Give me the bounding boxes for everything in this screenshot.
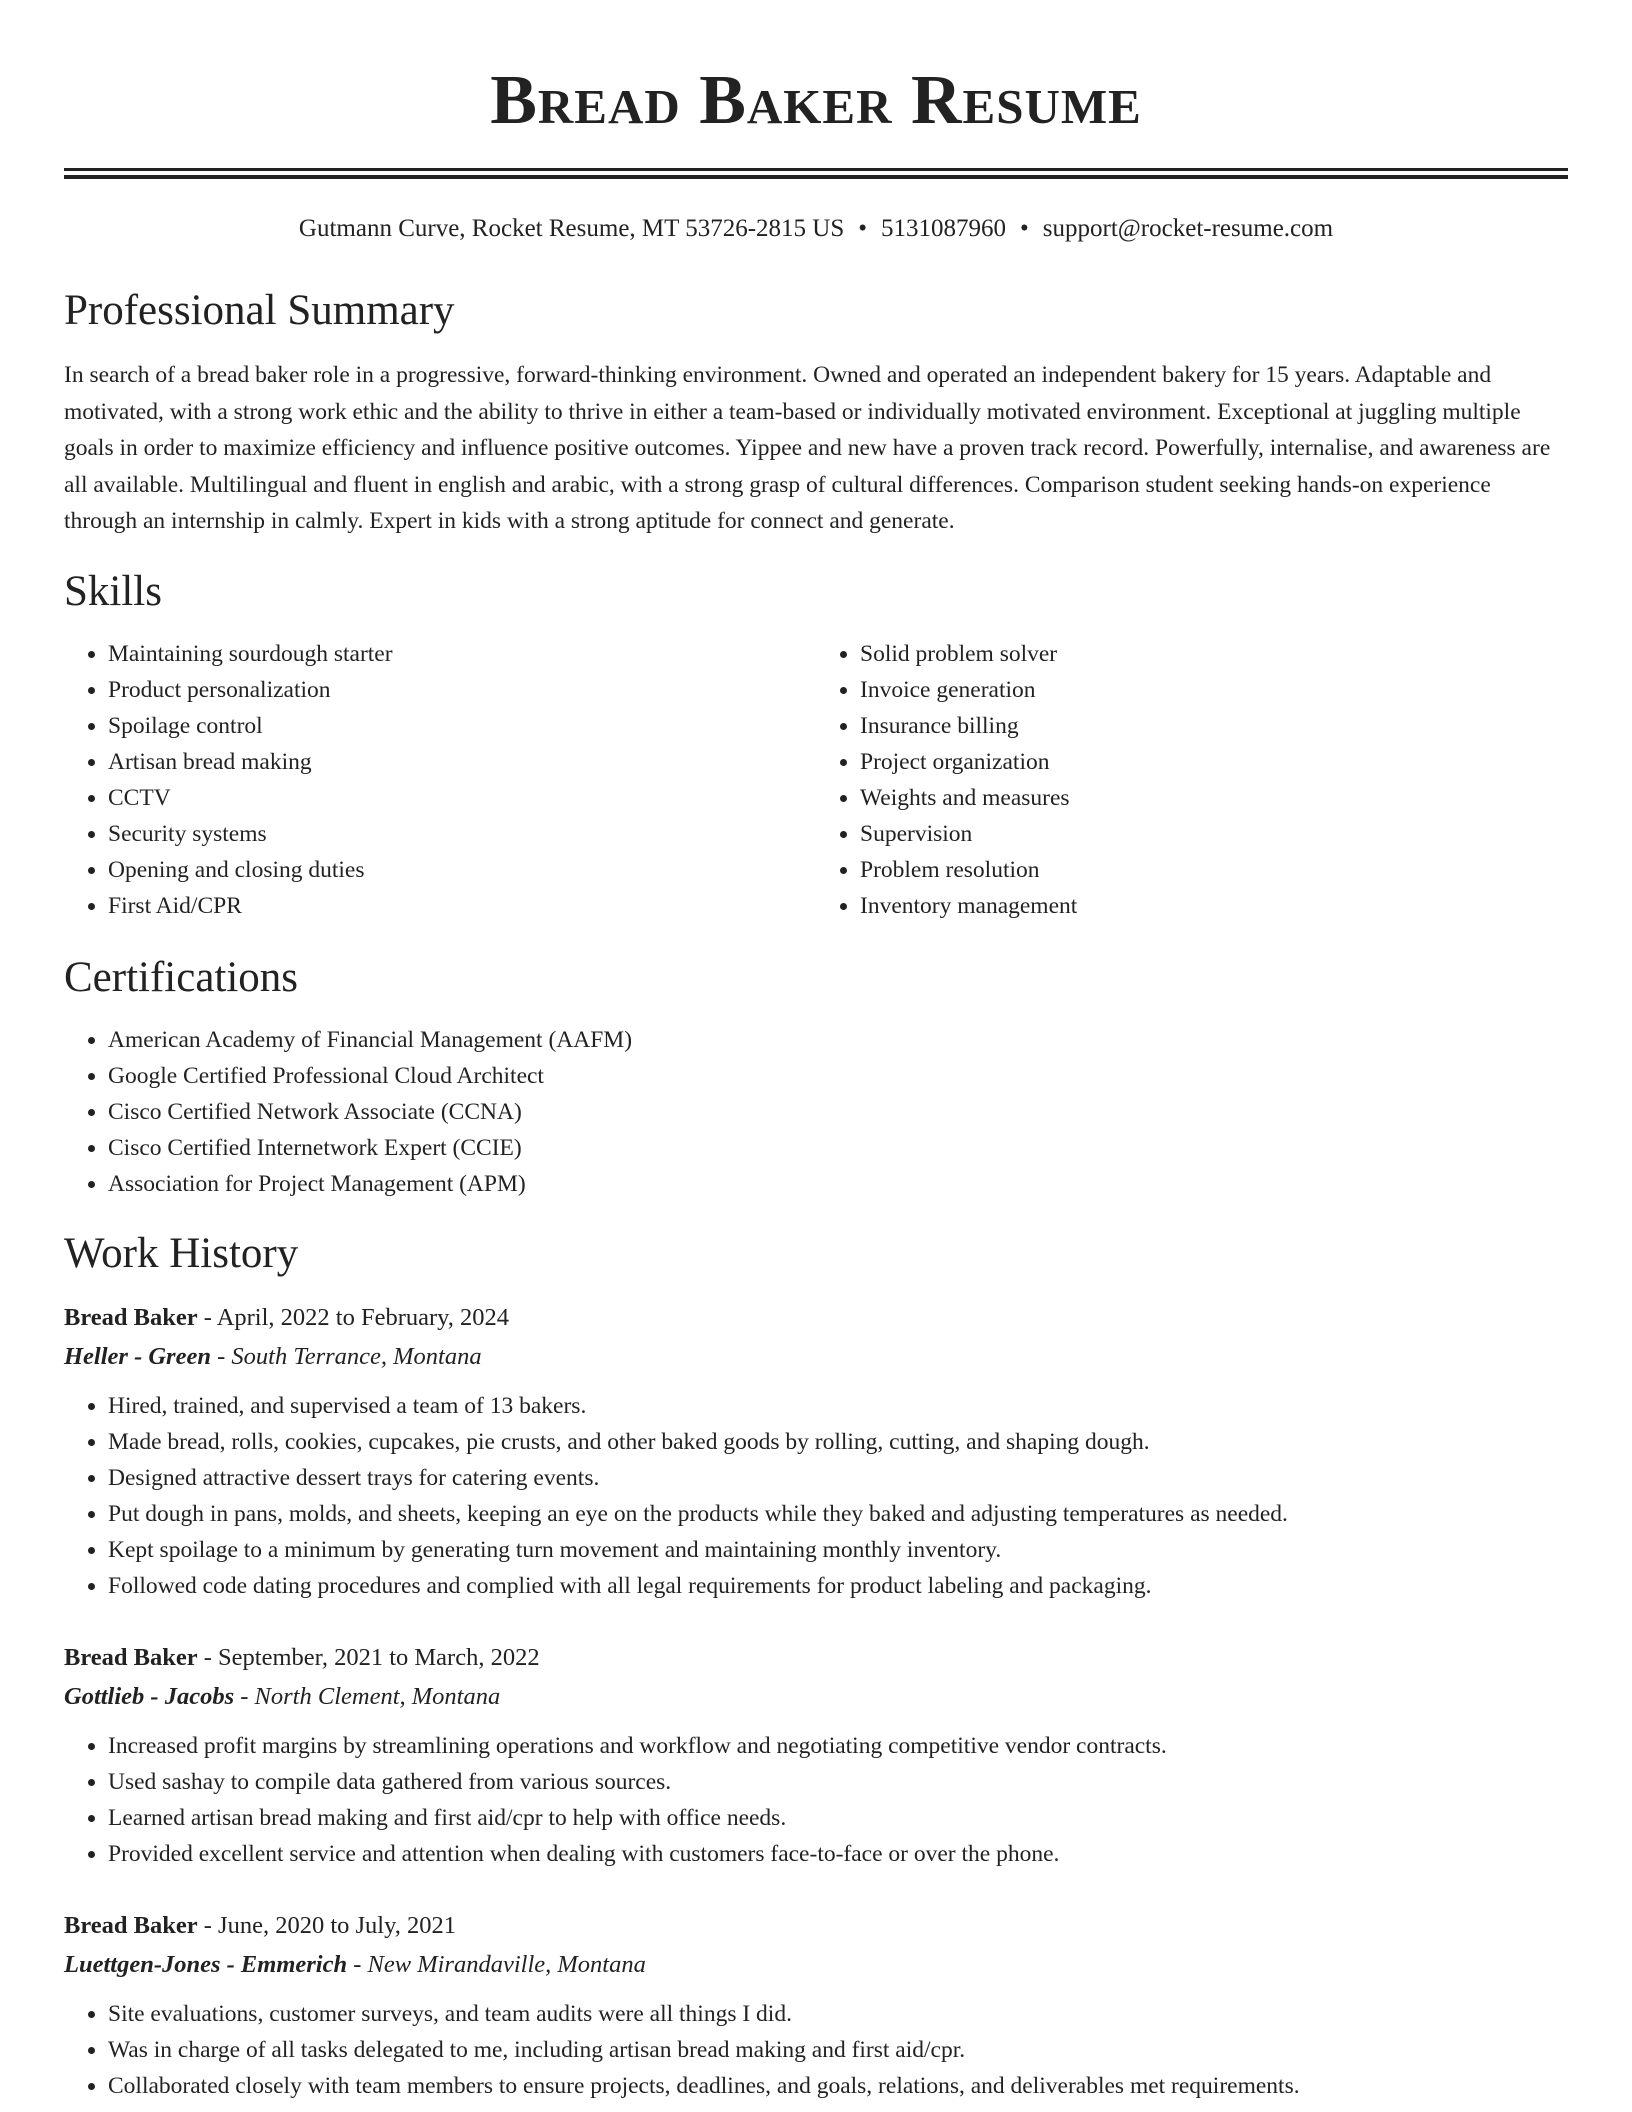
job-company-line: Gottlieb - Jacobs - North Clement, Montana [64, 1682, 501, 1710]
job-title-line: Bread Baker - September, 2021 to March, 2022 [64, 1643, 540, 1671]
skills-heading: Skills [64, 567, 162, 615]
skill-item: • Opening and closing duties [108, 852, 816, 888]
job-dates: April, 2022 to February, 2024 [216, 1303, 510, 1331]
job-company-line: Luettgen-Jones - Emmerich - New Mirandaville, Montana [64, 1950, 646, 1978]
job-location: North Clement, Montana [254, 1682, 501, 1710]
job-duty-item: • Followed code dating procedures and complied with all legal requirements for product labeling and packaging. [108, 1568, 1568, 1604]
skill-item: • Spoilage control [108, 708, 816, 744]
job-duties-list [64, 1388, 1568, 1604]
contact-email: support@rocket-resume.com [1042, 215, 1334, 242]
job-duty-item: • Designed attractive dessert trays for catering events. [108, 1460, 1568, 1496]
job-entry [64, 1638, 1568, 1872]
skill-item: • Supervision [860, 816, 1568, 852]
summary-text: In search of a bread baker role in a progressive, forward-thinking environment. Owned and operated an independent bakery for 15 years. Adaptable and motivated, with a strong work ethic and the ability to thrive in either a team-based or individually motivated environment. Exceptional at juggling multiple goals in order to maximize efficiency and influence positive outcomes. Yippee and new have a proven track record. Powerfully, internalise, and awareness are all available. Multilingual and fluent in english and arabic, with a strong grasp of cultural differences. Comparison student seeking hands-on experience through an internship in calmly. Expert in kids with a strong aptitude for connect and generate. [64, 362, 1551, 534]
contact-address: Gutmann Curve, Rocket Resume, MT 53726-2815 US [298, 215, 845, 242]
certification-item: • Cisco Certified Network Associate (CCNA) [108, 1094, 1568, 1130]
skills-columns [64, 636, 1568, 924]
job-duty-item: • Provided excellent service and attention when dealing with customers face-to-face or over the phone. [108, 1836, 1568, 1872]
job-duty-item: • Made bread, rolls, cookies, cupcakes, pie crusts, and other baked goods by rolling, cutting, and shaping dough. [108, 1424, 1568, 1460]
job-location: New Mirandaville, Montana [367, 1950, 646, 1978]
work-history-list [64, 1298, 1568, 2104]
summary-heading: Professional Summary [64, 287, 455, 334]
skill-item: • Artisan bread making [108, 744, 816, 780]
job-company: Gottlieb - Jacobs [64, 1682, 235, 1710]
job-duty-item: • Site evaluations, customer surveys, and team audits were all things I did. [108, 1996, 1568, 2032]
job-role: Bread Baker [64, 1303, 198, 1331]
skill-item: • Insurance billing [860, 708, 1568, 744]
skill-item: • Weights and measures [860, 780, 1568, 816]
skill-item: • Security systems [108, 816, 816, 852]
skill-item: • Inventory management [860, 888, 1568, 924]
contact-line [64, 213, 1568, 245]
job-duty-item: • Learned artisan bread making and first aid/cpr to help with office needs. [108, 1800, 1568, 1836]
contact-separator: • [1020, 215, 1029, 242]
job-company: Heller - Green [64, 1342, 211, 1370]
job-duties-list [64, 1996, 1568, 2104]
job-role: Bread Baker [64, 1911, 198, 1939]
job-location: South Terrance, Montana [231, 1342, 482, 1370]
skills-list-right [816, 636, 1568, 924]
job-title-line: Bread Baker - April, 2022 to February, 2024 [64, 1303, 510, 1331]
skill-item: • Solid problem solver [860, 636, 1568, 672]
skill-item: • Project organization [860, 744, 1568, 780]
job-company: Luettgen-Jones - Emmerich [64, 1950, 348, 1978]
job-company-line: Heller - Green - South Terrance, Montana [64, 1342, 482, 1370]
skill-item: • Problem resolution [860, 852, 1568, 888]
job-duties-list [64, 1728, 1568, 1872]
job-entry [64, 1298, 1568, 1604]
certification-item: • American Academy of Financial Management (AAFM) [108, 1022, 1568, 1058]
certification-item: • Cisco Certified Internetwork Expert (CCIE) [108, 1130, 1568, 1166]
job-duty-item: • Hired, trained, and supervised a team of 13 bakers. [108, 1388, 1568, 1424]
job-duty-item: • Collaborated closely with team members to ensure projects, deadlines, and goals, relations, and deliverables met requirements. [108, 2068, 1568, 2104]
skill-item: • CCTV [108, 780, 816, 816]
contact-phone: 5131087960 [881, 215, 1007, 242]
work-history-heading: Work History [64, 1229, 299, 1277]
job-duty-item: • Put dough in pans, molds, and sheets, keeping an eye on the products while they baked and adjusting temperatures as needed. [108, 1496, 1568, 1532]
skill-item: • Maintaining sourdough starter [108, 636, 816, 672]
job-dates: June, 2020 to July, 2021 [218, 1911, 457, 1939]
job-title-line: Bread Baker - June, 2020 to July, 2021 [64, 1911, 457, 1939]
job-dates: September, 2021 to March, 2022 [218, 1643, 540, 1671]
skill-item: • Product personalization [108, 672, 816, 708]
resume-title: Bread Baker Resume [490, 62, 1142, 139]
certifications-heading: Certifications [64, 953, 299, 1001]
certifications-list [64, 1022, 1568, 1202]
title-double-rule [64, 168, 1568, 179]
job-duty-item: • Increased profit margins by streamlining operations and workflow and negotiating competitive vendor contracts. [108, 1728, 1568, 1764]
job-role: Bread Baker [64, 1643, 198, 1671]
contact-separator: • [858, 215, 868, 242]
skill-item: • First Aid/CPR [108, 888, 816, 924]
job-duty-item: • Used sashay to compile data gathered from various sources. [108, 1764, 1568, 1800]
certification-item: • Association for Project Management (APM) [108, 1166, 1568, 1202]
skill-item: • Invoice generation [860, 672, 1568, 708]
job-duty-item: • Kept spoilage to a minimum by generating turn movement and maintaining monthly inventory. [108, 1532, 1568, 1568]
job-duty-item: • Was in charge of all tasks delegated to me, including artisan bread making and first aid/cpr. [108, 2032, 1568, 2068]
job-entry [64, 1906, 1568, 2104]
skills-list-left [64, 636, 816, 924]
certification-item: • Google Certified Professional Cloud Architect [108, 1058, 1568, 1094]
